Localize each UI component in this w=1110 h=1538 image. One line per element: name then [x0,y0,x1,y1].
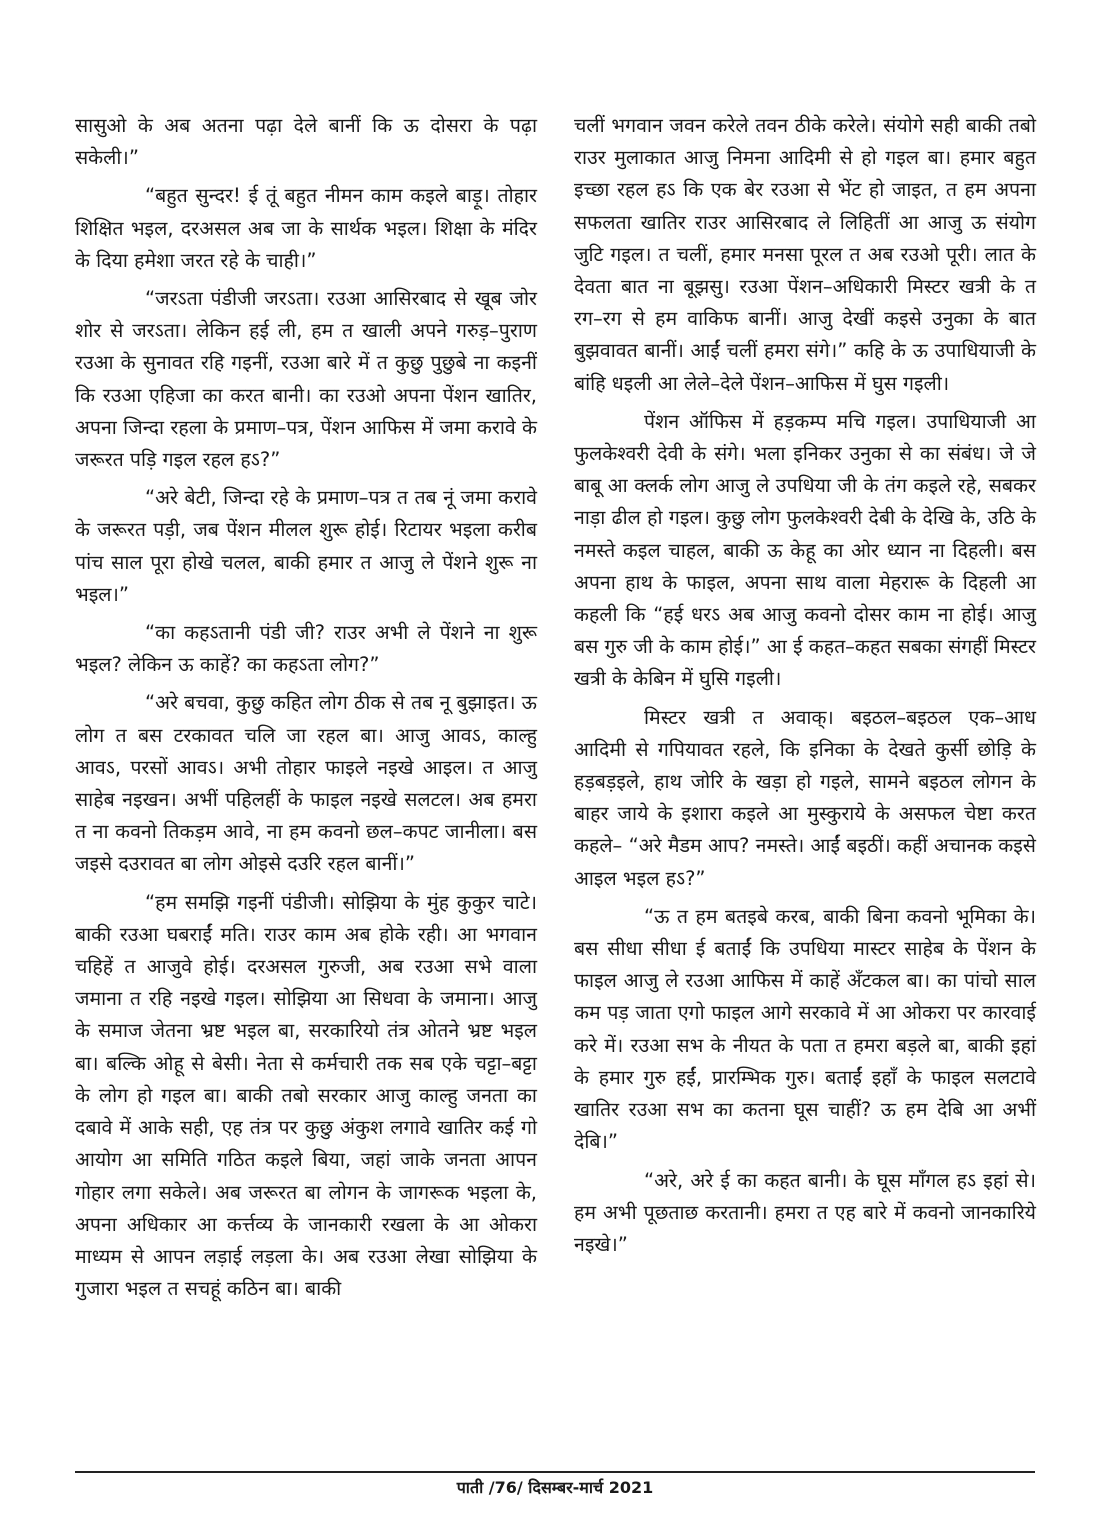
paragraph: “अरे बेटी, जिन्दा रहे के प्रमाण–पत्र त तब नूं जमा करावे के जरूरत पड़ी, जब पेंशन मीलल शुरू होई। रिटायर भइला करीब पांच साल पूरा होखे चलल, बाकी हमार त आजु ले पेंशने शुरू ना भइल।” [75,486,537,606]
paragraph: “अरे बचवा, कुछु कहित लोग ठीक से तब नू बुझाइत। ऊ लोग त बस टरकावत चलि जा रहल बा। आजु आवऽ, काल्हु आवऽ, परसों आवऽ। अभी तोहार फाइले नइखे आइल। त आजु साहेब नइखन। अभीं पहिलहीं के फाइल नइखे सलटल। अब हमरा त ना कवनो तिकड़म आवे, ना हम कवनो छल–कपट जानीला। बस जइसे दउरावत बा लोग ओइसे दउरि रहल बानीं।” [75,691,537,876]
footer-rule [75,1471,1035,1473]
paragraph: सासुओ के अब अतना पढ़ा देले बानीं कि ऊ दोसरा के पढ़ा सकेली।” [75,114,537,170]
page-footer: पाती /76/ दिसम्बर-मार्च 2021 [456,1478,654,1497]
paragraph: मिस्टर खत्री त अवाक्। बइठल–बइठल एक–आध आदिमी से गपियावत रहले, कि इनिका के देखते कुर्सी छोड़ि के हड़बड़इले, हाथ जोरि के खड़ा हो गइले, सामने बइठल लोगन के बाहर जाये के इशारा कइले आ मुस्कुराये के असफल चेष्टा करत कहले– “अरे मैडम आप? नमस्ते। आईं बइठीं। कहीं अचानक कइसे आइल भइल हऽ?” [574,705,1036,890]
paragraph: “जरऽता पंडीजी जरऽता। रउआ आसिरबाद से खूब जोर शोर से जरऽता। लेकिन हई ली, हम त खाली अपने गरुड़–पुराण रउआ के सुनावत रहि गइनीं, रउआ बारे में त कुछु पुछुबे ना कइनीं कि रउआ एहिजा का करत बानी। का रउओ अपना पेंशन खातिर, अपना जिन्दा रहला के प्रमाण–पत्र, पेंशन आफिस में जमा करावे के जरूरत पड़ि गइल रहल हऽ?” [75,287,537,472]
right-column [574,110,1036,1267]
paragraph: “बहुत सुन्दर! ई तूं बहुत नीमन काम कइले बाड़ू। तोहार शिक्षित भइल, दरअसल अब जा के सार्थक भइल। शिक्षा के मंदिर के दिया हमेशा जरत रहे के चाही।” [75,184,537,272]
paragraph: “अरे, अरे ई का कहत बानी। के घूस माँगल हऽ इहां से। हम अभी पूछताछ करतानी। हमरा त एह बारे में कवनो जानकारिये नइखे।” [574,1168,1036,1256]
left-column [75,110,537,1311]
paragraph: चलीं भगवान जवन करेले तवन ठीके करेले। संयोगे सही बाकी तबो राउर मुलाकात आजु निमना आदिमी से हो गइल बा। हमार बहुत इच्छा रहल हऽ कि एक बेर रउआ से भेंट हो जाइत, त हम अपना सफलता खातिर राउर आसिरबाद ले लिहितीं आ आजु ऊ संयोग जुटि गइल। त चलीं, हमार मनसा पूरल त अब रउओ पूरी। लात के देवता बात ना बूझसु। रउआ पेंशन–अधिकारी मिस्टर खत्री के त रग–रग से हम वाकिफ बानीं। आजु देखीं कइसे उनुका के बात बुझवावत बानीं। आईं चलीं हमरा संगे।” कहि के ऊ उपाधियाजी के बांहि धइली आ लेले–देले पेंशन–आफिस में घुस गइली। [574,114,1036,395]
paragraph: “हम समझि गइनीं पंडीजी। सोझिया के मुंह कुकुर चाटे। बाकी रउआ घबराईं मति। राउर काम अब होके रही। आ भगवान चहिहें त आजुवे होई। दरअसल गुरुजी, अब रउआ सभे वाला जमाना त रहि नइखे गइल। सोझिया आ सिधवा के जमाना। आजु के समाज जेतना भ्रष्ट भइल बा, सरकारियो तंत्र ओतने भ्रष्ट भइल बा। बल्कि ओहू से बेसी। नेता से कर्मचारी तक सब एके चट्टा–बट्टा के लोग हो गइल बा। बाकी तबो सरकार आजु काल्हु जनता का दबावे में आके सही, एह तंत्र पर कुछु अंकुश लगावे खातिर कई गो आयोग आ समिति गठित कइले बिया, जहां जाके जनता आपन गोहार लगा सकेले। अब जरूरत बा लोगन के जागरूक भइला के, अपना अधिकार आ कर्त्तव्य के जानकारी रखला के आ ओकरा माध्यम से आपन लड़ाई लड़ला के। अब रउआ लेखा सोझिया के गुजारा भइल त सचहूं कठिन बा। बाकी [75,890,537,1301]
paragraph: “ऊ त हम बतइबे करब, बाकी बिना कवनो भूमिका के। बस सीधा सीधा ई बताईं कि उपधिया मास्टर साहेब के पेंशन के फाइल आजु ले रउआ आफिस में काहें अँटकल बा। का पांचो साल कम पड़ जाता एगो फाइल आगे सरकावे में आ ओकरा पर कारवाई करे में। रउआ सभ के नीयत के पता त हमरा बड़ले बा, बाकी इहां के हमार गुरु हईं, प्रारम्भिक गुरु। बताईं इहाँ के फाइल सलटावे खातिर रउआ सभ का कतना घूस चाहीं? ऊ हम देबि आ अभीं देबि।” [574,904,1036,1154]
paragraph: “का कहऽतानी पंडी जी? राउर अभी ले पेंशने ना शुरू भइल? लेकिन ऊ काहें? का कहऽता लोग?” [75,621,537,677]
paragraph: पेंशन ऑफिस में हड़कम्प मचि गइल। उपाधियाजी आ फुलकेश्वरी देवी के संगे। भला इनिकर उनुका से का संबंध। जे जे बाबू आ क्लर्क लोग आजु ले उपधिया जी के तंग कइले रहे, सबकर नाड़ा ढील हो गइल। कुछु लोग फुलकेश्वरी देबी के देखि के, उठि के नमस्ते कइल चाहल, बाकी ऊ केहू का ओर ध्यान ना दिहली। बस अपना हाथ के फाइल, अपना साथ वाला मेहरारू के दिहली आ कहली कि “हई धरऽ अब आजु कवनो दोसर काम ना होई। आजु बस गुरु जी के काम होई।” आ ई कहत–कहत सबका संगहीं मिस्टर खत्री के केबिन में घुसि गइली। [574,409,1036,691]
